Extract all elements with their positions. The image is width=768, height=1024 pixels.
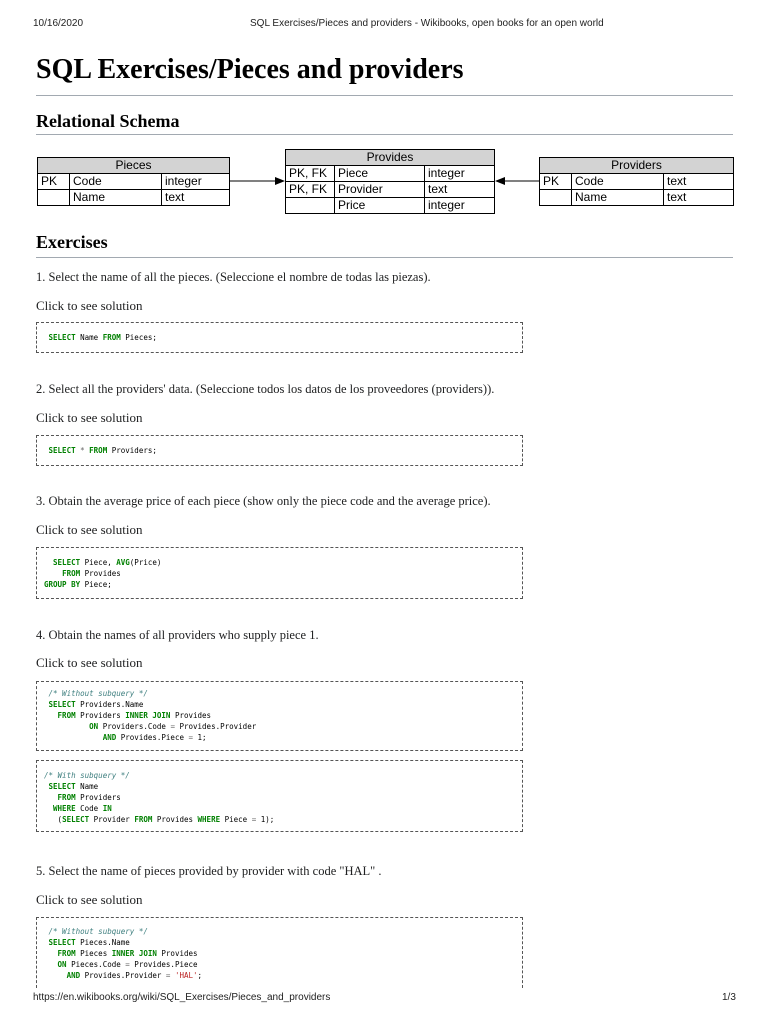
code-operator: =: [170, 722, 175, 731]
code-keyword: WHERE: [53, 804, 76, 813]
code-line: [44, 699, 522, 710]
code-text: Code: [75, 804, 103, 813]
code-keyword: GROUP BY: [44, 580, 81, 589]
code-keyword: ON: [57, 960, 67, 969]
code-keyword: FROM: [102, 333, 121, 342]
table-row: [286, 182, 494, 198]
table-cell-type: text: [667, 174, 687, 188]
show-solution-toggle[interactable]: Click to see solution: [36, 892, 143, 907]
code-text: Provides.Provider: [80, 971, 166, 980]
table-cell-type: integer: [165, 174, 202, 188]
table-cell-column: Provider: [335, 182, 425, 197]
exercise-2-question: 2. Select all the providers' data. (Seleccione todos los datos de los proveedores (providers)).: [36, 382, 495, 396]
solution-code-block: [36, 681, 523, 751]
table-cell-type: integer: [428, 166, 465, 180]
code-text: [44, 793, 58, 802]
code-text: Provider: [89, 815, 135, 824]
code-text: Piece;: [80, 580, 112, 589]
table-title: Pieces: [38, 158, 229, 174]
code-text: (Price): [129, 558, 162, 567]
code-keyword: AND: [102, 733, 117, 742]
code-line: [44, 710, 522, 721]
table-cell-column: Price: [335, 198, 425, 213]
code-text: Name: [75, 782, 99, 791]
code-text: Provides: [170, 711, 212, 720]
code-text: Piece,: [80, 558, 117, 567]
code-keyword: FROM: [62, 569, 81, 578]
table-row: [38, 174, 229, 190]
table-cell-key: PK, FK: [286, 166, 335, 181]
code-operator: *: [80, 446, 85, 455]
table-title: Providers: [540, 158, 733, 174]
code-text: [44, 569, 62, 578]
code-keyword: ON: [89, 722, 99, 731]
code-text: Providers;: [107, 446, 157, 455]
relationship-arrow-pieces-to-provides: [229, 175, 286, 187]
code-line: [44, 803, 522, 814]
code-keyword: WHERE: [197, 815, 221, 824]
code-text: [44, 711, 58, 720]
code-text: Pieces.Name: [75, 938, 130, 947]
code-keyword: INNER JOIN: [111, 949, 157, 958]
show-solution-toggle[interactable]: Click to see solution: [36, 522, 143, 537]
code-text: Providers.Code: [98, 722, 171, 731]
code-keyword: SELECT: [62, 815, 90, 824]
exercise-1-question: 1. Select the name of all the pieces. (Seleccione el nombre de todas las piezas).: [36, 270, 431, 284]
code-text: Providers.Name: [75, 700, 144, 709]
code-line: [44, 332, 522, 343]
table-cell-key: [38, 190, 70, 205]
schema-table-providers: [539, 157, 734, 206]
show-solution-toggle[interactable]: Click to see solution: [36, 410, 143, 425]
code-text: Pieces: [75, 949, 112, 958]
code-keyword: FROM: [57, 949, 76, 958]
arrowhead-icon: [495, 177, 505, 185]
table-cell-column: Name: [572, 190, 664, 205]
code-string: 'HAL': [174, 971, 198, 980]
print-date: 10/16/2020: [33, 18, 84, 29]
show-solution-toggle[interactable]: Click to see solution: [36, 298, 143, 313]
table-cell-type: text: [667, 190, 687, 204]
code-line: [44, 770, 522, 781]
show-solution-toggle[interactable]: Click to see solution: [36, 655, 143, 670]
exercise-4-question: 4. Obtain the names of all providers who supply piece 1.: [36, 628, 319, 642]
code-text: Pieces;: [120, 333, 157, 342]
print-footer-url[interactable]: https://en.wikibooks.org/wiki/SQL_Exercises/Pieces_and_providers: [33, 992, 331, 1003]
code-keyword: FROM: [57, 711, 76, 720]
code-comment: /* With subquery */: [44, 771, 130, 780]
code-text: ;: [197, 971, 203, 980]
code-line: [44, 732, 522, 743]
relationship-arrow-providers-to-provides: [494, 175, 540, 187]
arrowhead-icon: [275, 177, 285, 185]
exercise-3-question: 3. Obtain the average price of each piece (show only the piece code and the average price).: [36, 494, 491, 508]
code-comment: /* Without subquery */: [48, 927, 148, 936]
table-cell-type: integer: [428, 198, 465, 212]
code-text: Piece: [220, 815, 252, 824]
code-line: [44, 688, 522, 699]
page-title: SQL Exercises/Pieces and providers: [36, 54, 464, 85]
code-operator: =: [125, 960, 130, 969]
solution-code-block: [36, 435, 523, 466]
code-operator: =: [165, 971, 171, 980]
code-keyword: FROM: [89, 446, 108, 455]
code-line: [44, 557, 522, 568]
table-row: [286, 166, 494, 182]
code-text: Provides.Piece: [116, 733, 189, 742]
code-line: [44, 814, 522, 825]
section-heading-exercises: Exercises: [36, 232, 108, 252]
table-cell-type: text: [428, 182, 448, 196]
code-text: [44, 960, 58, 969]
code-text: [44, 558, 53, 567]
code-text: [44, 804, 53, 813]
code-line: [44, 568, 522, 579]
schema-table-pieces: [37, 157, 230, 206]
code-keyword: FROM: [134, 815, 153, 824]
code-keyword: SELECT: [48, 446, 76, 455]
table-cell-column: Piece: [335, 166, 425, 181]
code-text: Provides: [80, 569, 121, 578]
print-page-number: 1/3: [722, 992, 736, 1003]
code-text: Providers: [75, 711, 126, 720]
code-keyword: INNER JOIN: [125, 711, 171, 720]
code-text: 1;: [193, 733, 207, 742]
table-cell-key: PK: [38, 174, 70, 189]
code-line: [44, 781, 522, 792]
table-cell-key: [286, 198, 335, 213]
solution-code-block: [36, 917, 523, 988]
code-keyword: AND: [66, 971, 81, 980]
code-keyword: FROM: [57, 793, 76, 802]
code-line: [44, 792, 522, 803]
code-line: [44, 926, 522, 937]
code-text: [44, 949, 58, 958]
code-text: [44, 971, 67, 980]
table-cell-key: PK, FK: [286, 182, 335, 197]
table-cell-column: Code: [572, 174, 664, 189]
code-line: [44, 579, 522, 590]
table-cell-key: [540, 190, 572, 205]
code-keyword: SELECT: [48, 938, 76, 947]
code-keyword: AVG: [116, 558, 130, 567]
table-row: [38, 190, 229, 205]
print-header-title: SQL Exercises/Pieces and providers - Wikibooks, open books for an open world: [250, 18, 604, 29]
code-line: [44, 937, 522, 948]
table-row: [286, 198, 494, 213]
code-text: Providers: [75, 793, 121, 802]
schema-table-provides: [285, 149, 495, 214]
code-line: [44, 959, 522, 970]
code-text: (: [44, 815, 63, 824]
code-comment: /* Without subquery */: [48, 689, 148, 698]
table-title: Provides: [286, 150, 494, 166]
code-text: Name: [75, 333, 103, 342]
table-cell-type: text: [165, 190, 185, 204]
solution-code-block: [36, 760, 523, 832]
table-row: [540, 190, 733, 205]
code-text: Provides: [156, 949, 198, 958]
code-keyword: SELECT: [48, 700, 76, 709]
section-divider: [36, 257, 733, 258]
code-text: Provides.Provider: [174, 722, 257, 731]
code-keyword: SELECT: [48, 782, 76, 791]
code-text: [44, 722, 89, 731]
table-cell-key: PK: [540, 174, 572, 189]
code-line: [44, 970, 522, 981]
code-keyword: SELECT: [48, 333, 76, 342]
code-text: Provides.Piece: [129, 960, 198, 969]
code-text: Pieces.Code: [66, 960, 126, 969]
code-text: [44, 733, 103, 742]
code-operator: =: [188, 733, 194, 742]
code-keyword: SELECT: [53, 558, 81, 567]
exercise-5-question: 5. Select the name of pieces provided by provider with code "HAL" .: [36, 864, 382, 878]
table-row: [540, 174, 733, 190]
title-divider: [36, 95, 733, 96]
solution-code-block: [36, 322, 523, 353]
code-line: [44, 948, 522, 959]
code-text: Provides: [152, 815, 198, 824]
code-keyword: IN: [102, 804, 112, 813]
table-cell-column: Code: [70, 174, 162, 189]
section-heading-relational-schema: Relational Schema: [36, 111, 180, 131]
code-line: [44, 721, 522, 732]
section-divider: [36, 134, 733, 135]
code-line: [44, 445, 522, 456]
code-text: 1);: [256, 815, 275, 824]
solution-code-block: [36, 547, 523, 599]
code-operator: =: [251, 815, 257, 824]
table-cell-column: Name: [70, 190, 162, 205]
